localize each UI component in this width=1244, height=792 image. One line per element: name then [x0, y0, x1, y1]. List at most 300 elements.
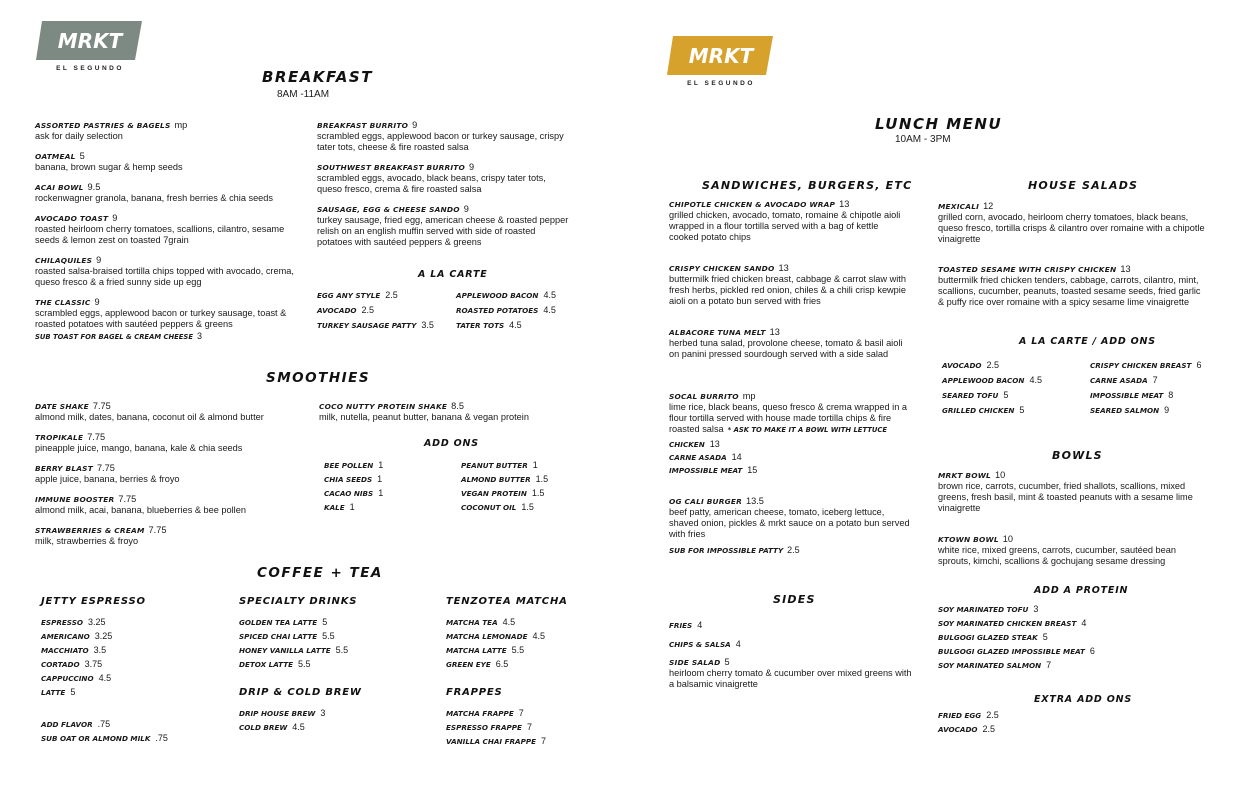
- burger-sub-impossible: SUB FOR IMPOSSIBLE PATTY 2.5: [669, 545, 800, 555]
- list-item: [446, 734, 546, 748]
- item-price: 3: [1033, 604, 1039, 614]
- extra-add-ons-title: EXTRA ADD ONS: [1034, 694, 1132, 705]
- frappes-list: [446, 706, 546, 748]
- item-price: 4: [697, 620, 703, 630]
- list-item: [456, 303, 556, 318]
- list-item: [938, 616, 1095, 630]
- smoothie-item: [35, 401, 305, 423]
- mrkt-logo-right: [667, 35, 775, 90]
- item-name: CARNE ASADA: [1090, 376, 1148, 385]
- list-item: [324, 458, 383, 472]
- side-item: [669, 657, 919, 690]
- item-price: mp: [742, 391, 756, 401]
- item-name: CORTADO: [41, 660, 80, 669]
- lunch-a-la-carte-right: [1090, 358, 1201, 418]
- item-name: COCO NUTTY PROTEIN SHAKE: [319, 402, 448, 411]
- item-price: 9: [96, 255, 102, 265]
- sandwiches-title: SANDWICHES, BURGERS, ETC: [702, 179, 913, 192]
- item-price: 5.5: [298, 659, 311, 669]
- item-name: CHIA SEEDS: [324, 475, 373, 484]
- breakfast-item: [317, 204, 572, 248]
- item-price: 9: [94, 297, 100, 307]
- add-a-protein-list: [938, 602, 1095, 672]
- item-price: 7.75: [96, 463, 115, 473]
- item-name: SEARED TOFU: [942, 391, 999, 400]
- item-price: 13: [769, 327, 780, 337]
- item-name: OG CALI BURGER: [669, 497, 743, 506]
- sides-list: [669, 618, 741, 656]
- item-price: 13.5: [746, 496, 764, 506]
- list-item: [938, 602, 1095, 616]
- list-item: [1090, 373, 1201, 388]
- smoothie-item: [35, 432, 305, 454]
- sandwich-item: [669, 391, 919, 436]
- item-name: SOCAL BURRITO: [669, 392, 739, 401]
- item-name: TATER TOTS: [456, 321, 505, 330]
- item-name: SOY MARINATED TOFU: [938, 605, 1029, 614]
- frappes-title: FRAPPES: [446, 687, 503, 698]
- coffee-tea-title: COFFEE + TEA: [257, 565, 383, 581]
- item-description: milk, strawberries & froyo: [35, 536, 139, 546]
- salad-item: [938, 264, 1206, 308]
- drip-cold-brew-title: DRIP & COLD BREW: [239, 687, 362, 698]
- item-name: ESPRESSO FRAPPE: [446, 723, 522, 732]
- list-item: [461, 500, 548, 514]
- item-name: MEXICALI: [938, 202, 980, 211]
- item-description: [669, 402, 919, 436]
- item-name: SAUSAGE, EGG & CHEESE SANDO: [317, 205, 460, 214]
- smoothie-add-ons-left: [324, 458, 383, 514]
- breakfast-item: [35, 182, 295, 204]
- item-price: 7: [1046, 660, 1052, 670]
- item-name: LATTE: [41, 688, 66, 697]
- drip-cold-brew-list: [239, 706, 325, 734]
- list-item: [461, 486, 548, 500]
- list-item: [317, 303, 434, 318]
- list-item: [938, 658, 1095, 672]
- list-item: [41, 717, 168, 731]
- logo-sub-left: EL SEGUNDO: [56, 65, 124, 72]
- specialty-drinks-title: SPECIALTY DRINKS: [239, 596, 358, 607]
- item-name: DATE SHAKE: [35, 402, 89, 411]
- list-item: [41, 685, 112, 699]
- item-name: ACAI BOWL: [35, 183, 84, 192]
- item-price: 9: [1164, 405, 1170, 415]
- item-description: scrambled eggs, applewood bacon or turkey sausage, toast & roasted potatoes with sautéed peppers & greens: [35, 308, 287, 329]
- list-item: [669, 464, 757, 477]
- house-salads-title: HOUSE SALADS: [1028, 179, 1139, 192]
- item-name: ALBACORE TUNA MELT: [669, 328, 766, 337]
- item-price: 3.5: [421, 320, 434, 330]
- item-price: 9: [112, 213, 118, 223]
- item-name: TOASTED SESAME WITH CRISPY CHICKEN: [938, 265, 1117, 274]
- breakfast-a-la-carte-right: [456, 288, 556, 333]
- jetty-espresso-title: JETTY ESPRESSO: [41, 596, 146, 607]
- item-price: 7.75: [92, 401, 111, 411]
- list-item: [446, 720, 546, 734]
- mrkt-logo-left: [36, 20, 144, 75]
- item-price: mp: [174, 120, 188, 130]
- sides-title: SIDES: [773, 593, 816, 606]
- item-name: KTOWN BOWL: [938, 535, 999, 544]
- item-name: ROASTED POTATOES: [456, 306, 539, 315]
- item-price: 3.25: [94, 631, 113, 641]
- list-item: [942, 358, 1042, 373]
- list-item: [456, 318, 556, 333]
- sandwich-item: [669, 327, 909, 360]
- item-price: 9: [463, 204, 469, 214]
- item-name: CARNE ASADA: [669, 453, 727, 462]
- item-price: 4.5: [98, 673, 112, 683]
- item-price: 1: [378, 460, 384, 470]
- list-item: [446, 615, 545, 629]
- item-name: SPICED CHAI LATTE: [239, 632, 318, 641]
- item-price: 8: [1168, 390, 1174, 400]
- item-price: 8.5: [451, 401, 464, 411]
- item-name: OATMEAL: [35, 152, 76, 161]
- list-item: [446, 643, 545, 657]
- list-item: [461, 472, 548, 486]
- sandwich-item: [669, 496, 914, 540]
- item-name: CHIPOTLE CHICKEN & AVOCADO WRAP: [669, 200, 836, 209]
- item-name: TROPIKALE: [35, 433, 84, 442]
- item-name: THE CLASSIC: [35, 298, 91, 307]
- item-description: milk, nutella, peanut butter, banana & vegan protein: [319, 412, 529, 422]
- item-name: BREAKFAST BURRITO: [317, 121, 409, 130]
- item-price: 3.25: [88, 617, 106, 627]
- list-item: [938, 630, 1095, 644]
- item-price: 9: [412, 120, 418, 130]
- item-price: 4.5: [543, 290, 556, 300]
- item-name: GOLDEN TEA LATTE: [239, 618, 318, 627]
- salad-item: [938, 201, 1206, 245]
- item-name: AVOCADO TOAST: [35, 214, 109, 223]
- sandwich-item: [669, 263, 909, 307]
- item-price: 1.5: [535, 474, 549, 484]
- item-note: * ASK TO MAKE IT A BOWL WITH LETTUCE: [727, 426, 888, 434]
- item-price: 13: [1120, 264, 1131, 274]
- list-item: [938, 708, 999, 722]
- breakfast-a-la-carte-title: A LA CARTE: [418, 269, 488, 280]
- item-price: 5: [1042, 632, 1048, 642]
- item-price: 2.5: [986, 360, 1000, 370]
- item-price: 5.5: [322, 631, 335, 641]
- item-price: 4: [1081, 618, 1087, 628]
- tenzotea-matcha-list: [446, 615, 545, 671]
- item-price: 2.5: [361, 305, 375, 315]
- item-price: 1.5: [521, 502, 534, 512]
- item-name: SOUTHWEST BREAKFAST BURRITO: [317, 163, 466, 172]
- list-item: [41, 731, 168, 745]
- breakfast-item: [35, 120, 295, 142]
- lunch-hours: 10AM - 3PM: [895, 134, 951, 145]
- item-name: VEGAN PROTEIN: [461, 489, 527, 498]
- item-name: COCONUT OIL: [461, 503, 517, 512]
- classic-sub-note: SUB TOAST FOR BAGEL & CREAM CHEESE 3: [35, 331, 202, 341]
- item-price: 2.5: [385, 290, 398, 300]
- list-item: [1090, 358, 1201, 373]
- sandwich-item: [669, 199, 909, 243]
- item-description: grilled chicken, avocado, tomato, romaine & chipotle aioli wrapped in a flour tortilla served with a bag of kettle cooked potato chips: [669, 210, 901, 242]
- smoothie-item: [35, 463, 305, 485]
- item-price: 4.5: [1029, 375, 1042, 385]
- item-price: 5: [1003, 390, 1009, 400]
- item-name: IMPOSSIBLE MEAT: [1090, 391, 1164, 400]
- item-name: CHICKEN: [669, 440, 705, 449]
- item-price: 1: [377, 474, 383, 484]
- item-name: SOY MARINATED CHICKEN BREAST: [938, 619, 1077, 628]
- smoothie-add-ons-title: ADD ONS: [424, 438, 479, 449]
- item-price: 1.5: [531, 488, 545, 498]
- item-name: BULGOGI GLAZED IMPOSSIBLE MEAT: [938, 647, 1085, 656]
- list-item: [239, 629, 348, 643]
- breakfast-item: [35, 255, 295, 288]
- list-item: [239, 706, 325, 720]
- item-description: almond milk, acai, banana, blueberries & bee pollen: [35, 505, 246, 515]
- extra-add-ons-list: [938, 708, 999, 736]
- list-item: [41, 657, 112, 671]
- item-name: BEE POLLEN: [324, 461, 374, 470]
- item-price: 5: [322, 617, 328, 627]
- list-item: [669, 451, 757, 464]
- item-price: 3.5: [93, 645, 107, 655]
- item-price: 7.75: [118, 494, 137, 504]
- list-item: [942, 373, 1042, 388]
- item-name: ALMOND BUTTER: [461, 475, 531, 484]
- logo-text-left: MRKT: [57, 29, 123, 53]
- bowl-item: [938, 470, 1206, 514]
- item-price: 1: [349, 502, 355, 512]
- list-item: [938, 722, 999, 736]
- breakfast-item: [35, 297, 295, 330]
- item-price: 5.5: [335, 645, 349, 655]
- item-name: APPLEWOOD BACON: [942, 376, 1025, 385]
- item-name: IMPOSSIBLE MEAT: [669, 466, 743, 475]
- item-name: FRIED EGG: [938, 711, 982, 720]
- item-description: buttermilk fried chicken breast, cabbage & carrot slaw with fresh herbs, pickled red onion, chiles & a chili crisp kewpie aioli on a potato bun served with fries: [669, 274, 906, 306]
- item-price: 7: [526, 722, 532, 732]
- item-name: CACAO NIBS: [324, 489, 374, 498]
- item-description: roasted heirloom cherry tomatoes, scallions, cilantro, sesame seeds & lemon zest on toasted 7grain: [35, 224, 285, 245]
- list-item: [446, 629, 545, 643]
- item-name: MACCHIATO: [41, 646, 89, 655]
- item-name: VANILLA CHAI FRAPPE: [446, 737, 537, 746]
- logo-sub-right: EL SEGUNDO: [687, 80, 755, 87]
- list-item: [41, 643, 112, 657]
- item-description: grilled corn, avocado, heirloom cherry tomatoes, black beans, queso fresco, tortilla crisps & cilantro over romaine with a chipotle vinaigrette: [938, 212, 1205, 244]
- list-item: [317, 318, 434, 333]
- item-price: 1: [532, 460, 538, 470]
- list-item: [942, 403, 1042, 418]
- item-price: 7: [518, 708, 524, 718]
- item-name: GRILLED CHICKEN: [942, 406, 1015, 415]
- item-price: 2.5: [986, 710, 999, 720]
- item-price: 3.75: [84, 659, 103, 669]
- item-name: COLD BREW: [239, 723, 288, 732]
- item-price: 9: [469, 162, 475, 172]
- list-item: [317, 288, 434, 303]
- item-name: CAPPUCCINO: [41, 674, 94, 683]
- smoothie-item: [35, 494, 305, 516]
- item-name: KALE: [324, 503, 345, 512]
- list-item: [456, 288, 556, 303]
- item-description: scrambled eggs, applewood bacon or turkey sausage, crispy tater tots, cheese & fire roasted salsa: [317, 131, 564, 152]
- bowls-title: BOWLS: [1052, 449, 1103, 462]
- breakfast-item: [317, 120, 572, 153]
- item-description: white rice, mixed greens, carrots, cucumber, sautéed bean sprouts, kimchi, scallions & gochujang sesame dressing: [938, 545, 1176, 566]
- item-name: IMMUNE BOOSTER: [35, 495, 115, 504]
- item-description: heirloom cherry tomato & cucumber over mixed greens with a balsamic vinaigrette: [669, 668, 912, 689]
- list-item: [324, 486, 383, 500]
- item-price: 6: [1196, 360, 1202, 370]
- list-item: [461, 458, 548, 472]
- lunch-a-la-carte-left: [942, 358, 1042, 418]
- item-name: ADD FLAVOR: [41, 720, 93, 729]
- item-description: apple juice, banana, berries & froyo: [35, 474, 180, 484]
- item-name: AVOCADO: [942, 361, 982, 370]
- item-price: 4: [735, 639, 741, 649]
- item-price: 6.5: [495, 659, 509, 669]
- item-name: CRISPY CHICKEN BREAST: [1090, 361, 1192, 370]
- item-description-text: lime rice, black beans, queso fresco & crema wrapped in a flour tortilla served with house made tortilla chips & fire roasted salsa: [669, 402, 907, 434]
- item-price: 13: [839, 199, 850, 209]
- list-item: [938, 644, 1095, 658]
- breakfast-hours: 8AM -11AM: [277, 89, 330, 100]
- item-name: EGG ANY STYLE: [317, 291, 381, 300]
- item-name: CHILAQUILES: [35, 256, 93, 265]
- list-item: [669, 438, 757, 451]
- list-item: [669, 637, 741, 656]
- breakfast-item: [317, 162, 572, 195]
- item-price: 4.5: [292, 722, 305, 732]
- item-name: MATCHA LEMONADE: [446, 632, 528, 641]
- item-price: .75: [97, 719, 111, 729]
- item-price: 2.5: [982, 724, 996, 734]
- lunch-title: LUNCH MENU: [875, 115, 1003, 133]
- item-description: beef patty, american cheese, tomato, iceberg lettuce, shaved onion, pickles & mrkt sauce on a potato bun served with fries: [669, 507, 910, 539]
- item-name: PEANUT BUTTER: [461, 461, 528, 470]
- item-price: 10: [994, 470, 1006, 480]
- list-item: [942, 388, 1042, 403]
- item-price: 7: [1152, 375, 1158, 385]
- item-price: 5: [79, 151, 85, 161]
- item-price: 13: [778, 263, 789, 273]
- item-price: 4.5: [502, 617, 516, 627]
- item-name: CRISPY CHICKEN SANDO: [669, 264, 775, 273]
- tenzotea-matcha-title: TENZOTEA MATCHA: [446, 596, 568, 607]
- item-price: 10: [1002, 534, 1013, 544]
- breakfast-title: BREAKFAST: [262, 68, 373, 86]
- lunch-a-la-carte-title: A LA CARTE / ADD ONS: [1019, 336, 1156, 347]
- item-price: 4.5: [543, 305, 556, 315]
- item-name: FRIES: [669, 621, 693, 630]
- specialty-drinks-list: [239, 615, 348, 671]
- item-description: almond milk, dates, banana, coconut oil & almond butter: [35, 412, 264, 422]
- item-name: GREEN EYE: [446, 660, 491, 669]
- list-item: [446, 657, 545, 671]
- item-name: BULGOGI GLAZED STEAK: [938, 633, 1038, 642]
- item-name: AVOCADO: [317, 306, 357, 315]
- item-name: SEARED SALMON: [1090, 406, 1160, 415]
- item-price: 4.5: [532, 631, 546, 641]
- smoothie-item: [35, 525, 305, 547]
- item-price: 5: [1019, 405, 1025, 415]
- item-description: pineapple juice, mango, banana, kale & chia seeds: [35, 443, 243, 453]
- item-name: MATCHA LATTE: [446, 646, 507, 655]
- item-name: CHIPS & SALSA: [669, 640, 731, 649]
- item-name: AVOCADO: [938, 725, 978, 734]
- item-description: rockenwagner granola, banana, fresh berries & chia seeds: [35, 193, 273, 203]
- smoothie-add-ons-right: [461, 458, 548, 514]
- item-name: AMERICANO: [41, 632, 90, 641]
- list-item: [1090, 403, 1201, 418]
- item-description: roasted salsa-braised tortilla chips topped with avocado, crema, queso fresco & a fried sunny side up egg: [35, 266, 294, 287]
- item-price: 13: [709, 439, 720, 449]
- list-item: [669, 618, 741, 637]
- item-name: SOY MARINATED SALMON: [938, 661, 1042, 670]
- breakfast-a-la-carte-left: [317, 288, 434, 333]
- list-item: [239, 720, 325, 734]
- item-price: 3: [320, 708, 326, 718]
- list-item: [1090, 388, 1201, 403]
- item-price: 5: [724, 657, 730, 667]
- socal-burrito-options: [669, 438, 757, 477]
- item-price: 15: [747, 465, 758, 475]
- item-description: scrambled eggs, avocado, black beans, crispy tater tots, queso fresco, crema & fire roasted salsa: [317, 173, 546, 194]
- breakfast-item: [35, 151, 295, 173]
- item-description: banana, brown sugar & hemp seeds: [35, 162, 183, 172]
- item-description: buttermilk fried chicken tenders, cabbage, carrots, cilantro, mint, scallions, cucumber, peanuts, toasted sesame seeds, fried garlic & puffy rice over romaine with a spicy sesame lime vinaigrette: [938, 275, 1201, 307]
- item-price: 7.75: [148, 525, 167, 535]
- item-name: BERRY BLAST: [35, 464, 93, 473]
- item-name: SIDE SALAD: [669, 658, 721, 667]
- item-price: 1: [378, 488, 384, 498]
- item-name: DETOX LATTE: [239, 660, 294, 669]
- item-name: DRIP HOUSE BREW: [239, 709, 316, 718]
- item-price: 6: [1089, 646, 1095, 656]
- item-price: 7.75: [87, 432, 106, 442]
- smoothies-title: SMOOTHIES: [266, 370, 371, 386]
- item-description: turkey sausage, fried egg, american cheese & roasted pepper relish on an english muffin served with side of roasted potatoes with sautéed peppers & greens: [317, 215, 569, 247]
- item-name: SUB OAT OR ALMOND MILK: [41, 734, 151, 743]
- item-price: 14: [731, 452, 742, 462]
- breakfast-item: [35, 213, 295, 246]
- list-item: [324, 500, 383, 514]
- bowl-item: [938, 534, 1206, 567]
- item-name: MRKT BOWL: [938, 471, 991, 480]
- item-price: 5: [70, 687, 76, 697]
- item-price: 4.5: [509, 320, 522, 330]
- item-name: ASSORTED PASTRIES & BAGELS: [35, 121, 171, 130]
- item-name: TURKEY SAUSAGE PATTY: [317, 321, 417, 330]
- jetty-espresso-list: [41, 615, 112, 699]
- item-price: 7: [541, 736, 547, 746]
- item-name: HONEY VANILLA LATTE: [239, 646, 331, 655]
- item-price: 12: [983, 201, 994, 211]
- smoothie-item: [319, 401, 579, 423]
- item-name: APPLEWOOD BACON: [456, 291, 539, 300]
- list-item: [324, 472, 383, 486]
- list-item: [41, 615, 112, 629]
- item-price: 5.5: [511, 645, 525, 655]
- item-name: ESPRESSO: [41, 618, 84, 627]
- item-description: ask for daily selection: [35, 131, 123, 141]
- item-price: .75: [155, 733, 168, 743]
- item-name: MATCHA FRAPPE: [446, 709, 514, 718]
- item-name: MATCHA TEA: [446, 618, 498, 627]
- item-description: brown rice, carrots, cucumber, fried shallots, scallions, mixed greens, fresh basil, mint & toasted peanuts with a sesame lime vinaigrette: [938, 481, 1193, 513]
- item-description: herbed tuna salad, provolone cheese, tomato & basil aioli on panini pressed sourdough served with a side salad: [669, 338, 903, 359]
